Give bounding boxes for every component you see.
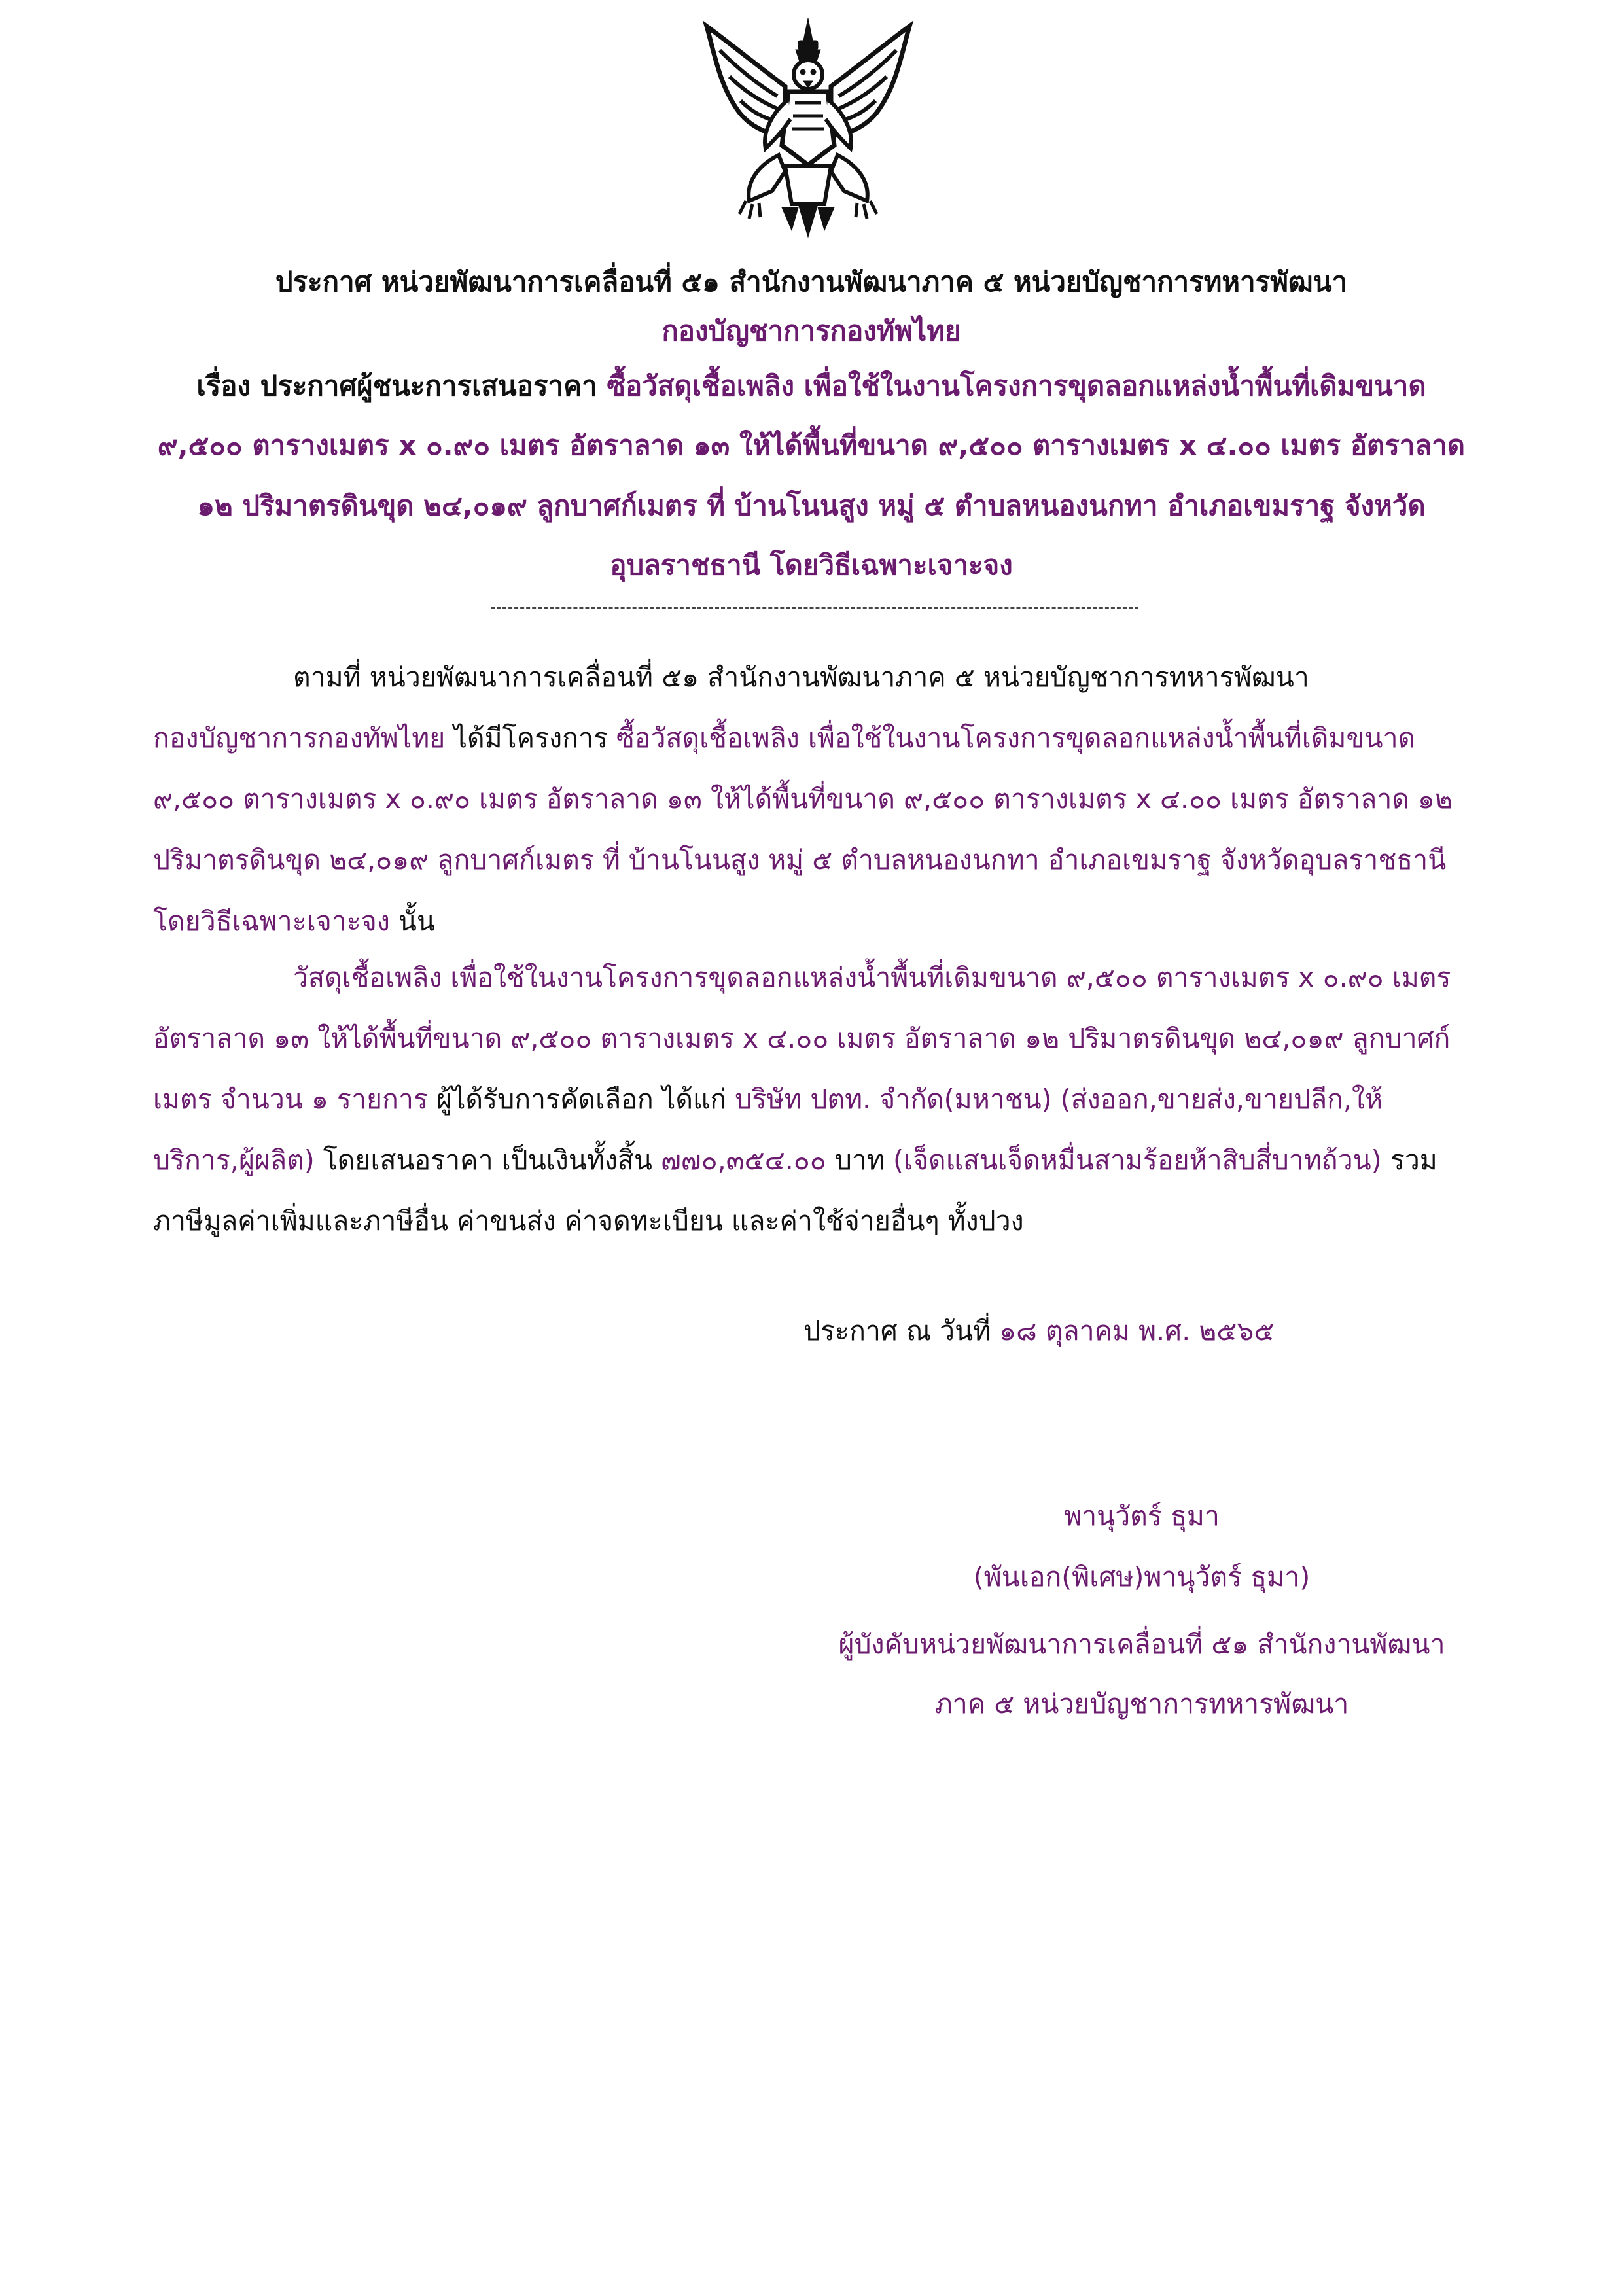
header-line-2: กองบัญชาการกองทัพไทย [661, 315, 961, 347]
para1-line3: ๙,๕๐๐ ตารางเมตร x ๐.๙๐ เมตร อัตราลาด ๑๓ ให้ได้พื้นที่ขนาด ๙,๕๐๐ ตารางเมตร x ๔.๐๐ เมตร อัตราลาด ๑๒ [153, 783, 1453, 815]
include-label: รวม [1381, 1144, 1437, 1176]
para1-end-text: นั้น [389, 906, 435, 937]
para1-line2 [153, 717, 1488, 760]
price-label: โดยเสนอราคา เป็นเงินทั้งสิ้น [314, 1144, 661, 1176]
garuda-emblem-icon [700, 14, 916, 245]
header-line-1: ประกาศ หน่วยพัฒนาการเคลื่อนที่ ๕๑ สำนักงานพัฒนาภาค ๕ หน่วยบัญชาการทหารพัฒนา [275, 266, 1348, 298]
price-amount: ๗๗๐,๓๕๔.๐๐ [660, 1144, 826, 1176]
selected-label: ผู้ได้รับการคัดเลือก ได้แก่ [427, 1084, 735, 1115]
subject-text: ซื้อวัสดุเชื้อเพลิง เพื่อใช้ในงานโครงการขุดลอกแหล่งน้ำพื้นที่เดิมขนาด [607, 370, 1426, 402]
price-in-words: (เจ็ดแสนเจ็ดหมื่นสามร้อยห้าสิบสี่บาทถ้วน) [892, 1144, 1382, 1176]
quantity-text: เมตร จำนวน ๑ รายการ [153, 1084, 428, 1115]
para2-line3 [153, 1078, 1488, 1121]
subject-line [105, 364, 1518, 408]
army-hq-text: กองบัญชาการกองทัพไทย [153, 722, 446, 754]
para2-line1: วัสดุเชื้อเพลิง เพื่อใช้ในงานโครงการขุดลอกแหล่งน้ำพื้นที่เดิมขนาด ๙,๕๐๐ ตารางเมตร x ๐.๙๐ เมตร [293, 962, 1451, 993]
para2-line2: อัตราลาด ๑๓ ให้ได้พื้นที่ขนาด ๙,๕๐๐ ตารางเมตร x ๔.๐๐ เมตร อัตราลาด ๑๒ ปริมาตรดินขุด ๒๔,๐๑๙ ลูกบาศก์ [153, 1023, 1451, 1054]
signature-handwritten: พานุวัตร์ ธุมา [1064, 1500, 1220, 1532]
method-text: โดยวิธีเฉพาะเจาะจง [153, 906, 390, 937]
subject-prefix: เรื่อง ประกาศผู้ชนะการเสนอราคา [196, 370, 607, 402]
vendor-name: บริษัท ปตท. จำกัด(มหาชน) (ส่งออก,ขายส่ง,ขายปลีก,ให้ [735, 1084, 1383, 1115]
project-intro-text: ได้มีโครงการ [445, 722, 617, 754]
signer-title-line1: ผู้บังคับหน่วยพัฒนาการเคลื่อนที่ ๕๑ สำนักงานพัฒนา [838, 1629, 1445, 1660]
para1-line5 [153, 900, 1488, 943]
subject-line-4: ๙,๕๐๐ ตารางเมตร x ๐.๙๐ เมตร อัตราลาด ๑๓ ให้ได้พื้นที่ขนาด ๙,๕๐๐ ตารางเมตร x ๔.๐๐ เมตร อัตราลาด [157, 429, 1466, 461]
separator-line [491, 607, 1138, 609]
para2-line4 [153, 1139, 1488, 1182]
baht-label: บาท [826, 1144, 893, 1176]
announce-label: ประกาศ ณ วันที่ [803, 1315, 1000, 1347]
signer-name: (พันเอก(พิเศษ)พานุวัตร์ ธุมา) [973, 1561, 1311, 1593]
subject-line-5: ๑๒ ปริมาตรดินขุด ๒๔,๐๑๙ ลูกบาศก์เมตร ที่ บ้านโนนสูง หมู่ ๕ ตำบลหนองนกทา อำเภอเขมราฐ จังหวัด [197, 489, 1426, 521]
announce-date-line [803, 1310, 1392, 1352]
para1-line4: ปริมาตรดินขุด ๒๔,๐๑๙ ลูกบาศก์เมตร ที่ บ้านโนนสูง หมู่ ๕ ตำบลหนองนกทา อำเภอเขมราฐ จังหวัดอุบลราชธานี [153, 844, 1447, 875]
para1-line1: ตามที่ หน่วยพัฒนาการเคลื่อนที่ ๕๑ สำนักงานพัฒนาภาค ๕ หน่วยบัญชาการทหารพัฒนา [293, 662, 1309, 693]
announce-date: ๑๘ ตุลาคม พ.ศ. ๒๕๖๕ [999, 1315, 1275, 1347]
signer-title-line2: ภาค ๕ หน่วยบัญชาการทหารพัฒนา [934, 1688, 1349, 1720]
para2-line5: ภาษีมูลค่าเพิ่มและภาษีอื่น ค่าขนส่ง ค่าจดทะเบียน และค่าใช้จ่ายอื่นๆ ทั้งปวง [153, 1205, 1024, 1237]
subject-line-6: อุบลราชธานี โดยวิธีเฉพาะเจาะจง [610, 549, 1013, 581]
vendor-name-cont: บริการ,ผู้ผลิต) [153, 1144, 315, 1176]
project-name-text: ซื้อวัสดุเชื้อเพลิง เพื่อใช้ในงานโครงการขุดลอกแหล่งน้ำพื้นที่เดิมขนาด [616, 722, 1416, 754]
